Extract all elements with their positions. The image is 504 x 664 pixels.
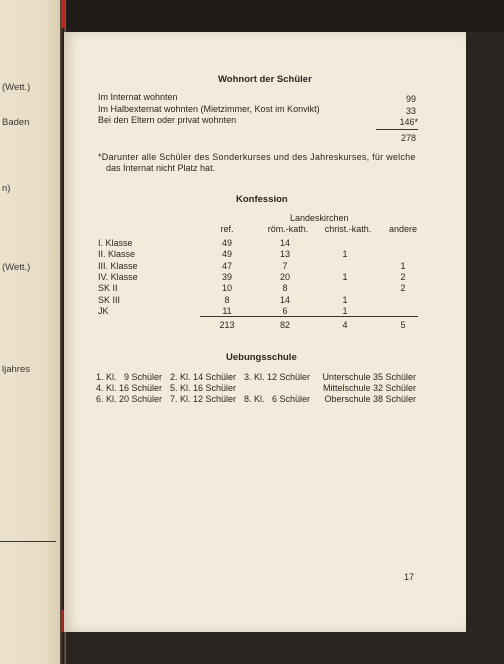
wohnort-total: 278 (400, 133, 416, 143)
scan-border-top (66, 0, 504, 32)
konfession-cell: 11 (222, 305, 232, 316)
konfession-row-label: SK II (98, 283, 118, 294)
konfession-total: 5 (400, 320, 406, 330)
uebung-col4-row: Mittelschule 32 Schüler (322, 383, 416, 393)
konfession-row-label: IV. Klasse (98, 271, 138, 282)
konfession-cell: 2 (400, 283, 406, 294)
wohnort-footnote-line1: *Darunter alle Schüler des Sonderkurses und des Jahreskurses, für welche (98, 152, 416, 162)
konfession-cell: 7 (282, 260, 288, 271)
konfession-col-header: christ.-kath. (324, 224, 372, 234)
left-fragment-4: (Wett.) (2, 262, 31, 273)
left-page-edge (0, 0, 64, 664)
konfession-cell: 14 (279, 238, 290, 248)
konfession-cell: 14 (279, 294, 290, 305)
konfession-col-header: andere (388, 224, 418, 234)
konfession-cell: 49 (221, 249, 232, 260)
konfession-title: Konfession (236, 194, 288, 205)
konfession-cell: 1 (342, 271, 348, 282)
wohnort-row-label: Bei den Eltern oder privat wohnten (98, 115, 237, 125)
konfession-cell: 1 (342, 305, 348, 316)
konfession-cell: 20 (279, 271, 290, 282)
konfession-row-label: JK (98, 305, 109, 316)
uebung-col1-row: 4. Kl. 16 Schüler (96, 383, 163, 393)
wohnort-row-value: 33 (405, 106, 416, 116)
uebung-col1-row: 6. Kl. 20 Schüler (96, 394, 163, 404)
left-fragment-3: n) (2, 183, 11, 194)
konfession-sum-rule (200, 316, 418, 317)
wohnort-row-value: 99 (405, 94, 416, 104)
konfession-row-label: II. Klasse (98, 249, 136, 260)
konfession-cell: 8 (282, 283, 288, 294)
konfession-cell: 39 (221, 271, 232, 282)
wohnort-row-label: Im Internat wohnten (98, 92, 178, 102)
konfession-cell: 2 (400, 271, 406, 282)
uebung-col4-row: Unterschule 35 Schüler (322, 372, 416, 382)
left-page-rule (0, 541, 56, 542)
wohnort-footnote-line2: das Internat nicht Platz hat. (106, 163, 216, 173)
konfession-row-label: SK III (98, 294, 121, 305)
uebung-col3-row: 8. Kl. 6 Schüler (244, 394, 311, 404)
konfession-cell: 1 (400, 260, 406, 271)
konfession-cell: 1 (342, 249, 348, 260)
konfession-cell: 10 (221, 283, 232, 294)
page-number: 17 (404, 572, 415, 582)
uebungsschule-title: Uebungsschule (226, 352, 297, 363)
wohnort-sum-rule (376, 129, 418, 130)
konfession-col-header: röm.-kath. (267, 224, 309, 234)
left-fragment-1: (Wett.) (2, 82, 31, 93)
konfession-total: 82 (279, 320, 290, 330)
uebung-col4-row: Oberschule 38 Schüler (324, 394, 416, 404)
konfession-total: 4 (342, 320, 348, 330)
uebung-col2-row: 5. Kl. 16 Schüler (170, 383, 237, 393)
konfession-row-label: I. Klasse (98, 238, 133, 248)
konfession-cell: 13 (279, 249, 290, 260)
konfession-col-header: ref. (220, 224, 234, 234)
wohnort-title: Wohnort der Schüler (218, 74, 312, 85)
left-fragment-2: Baden (2, 117, 30, 128)
konfession-cell: 47 (221, 260, 232, 271)
uebung-col1-row: 1. Kl. 9 Schüler (96, 372, 163, 382)
uebung-col2-row: 7. Kl. 12 Schüler (170, 394, 237, 404)
wohnort-row-label: Im Halbexternat wohnten (Mietzimmer, Kost im Konvikt) (98, 104, 320, 114)
konfession-row-label: III. Klasse (98, 260, 138, 271)
scan-border-bottom (66, 632, 504, 664)
konfession-cell: 8 (224, 294, 230, 305)
konfession-cell: 6 (282, 305, 288, 316)
konfession-total: 213 (219, 320, 235, 330)
bookmark-ribbon-top (61, 0, 65, 28)
uebung-col3-row: 3. Kl. 12 Schüler (244, 372, 311, 382)
left-fragment-5: ljahres (2, 364, 30, 375)
uebung-col2-row: 2. Kl. 14 Schüler (170, 372, 237, 382)
konfession-cell: 1 (342, 294, 348, 305)
konfession-group-header: Landeskirchen (290, 213, 349, 223)
konfession-cell: 49 (221, 238, 232, 248)
wohnort-row-value: 146* (399, 117, 418, 127)
scan-border-right (466, 32, 504, 632)
